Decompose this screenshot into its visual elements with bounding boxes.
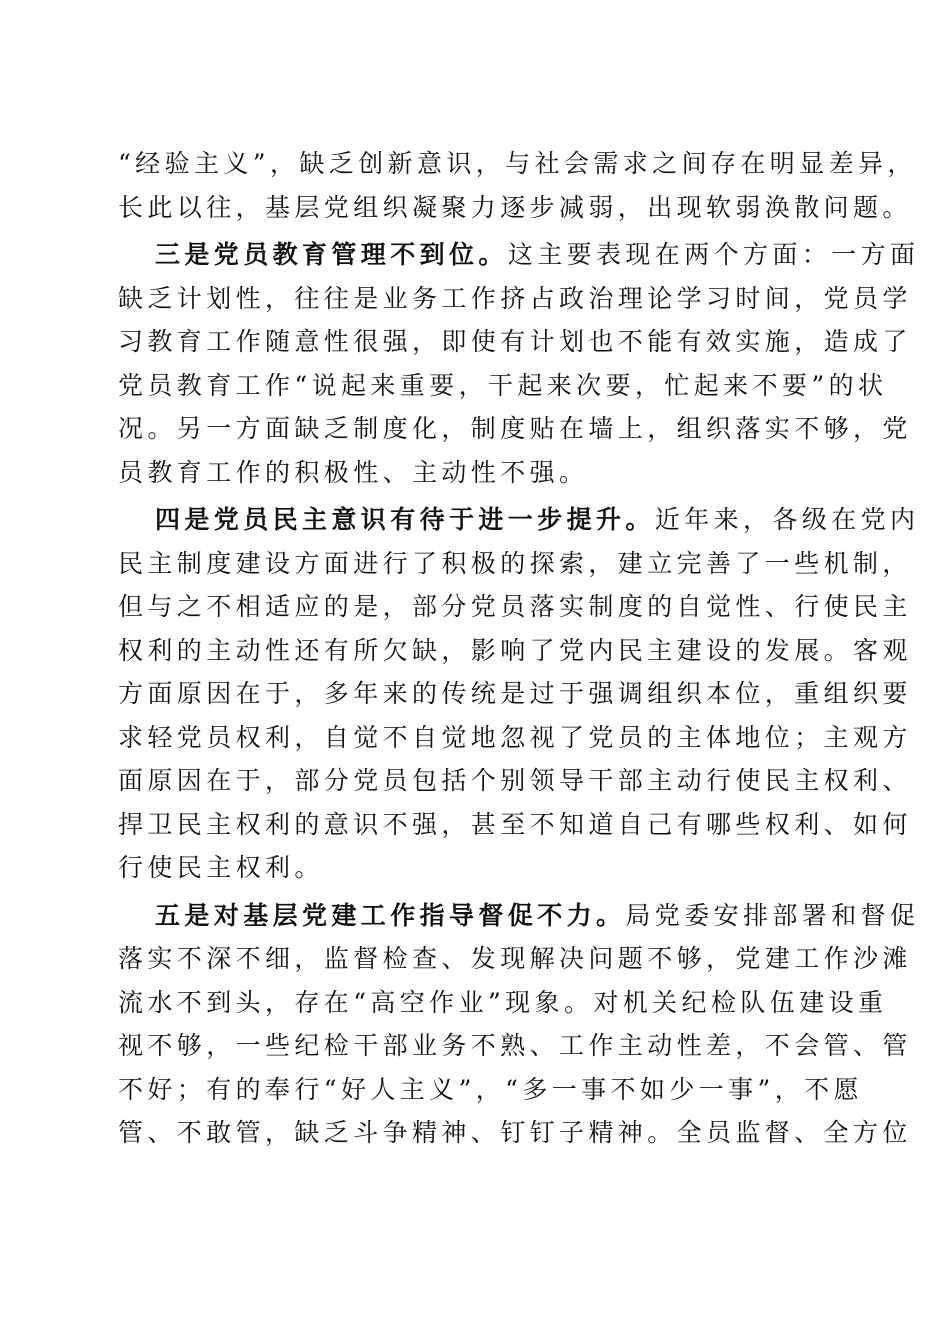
document-page: [118, 142, 920, 1159]
text-line: 流水不到头，存在“高空作业”现象。对机关纪检队伍建设重: [118, 987, 888, 1017]
text-line: 习教育工作随意性很强，即使有计划也不能有效实施，造成了: [118, 327, 912, 356]
text-line: 方面原因在于，多年来的传统是过于强调组织本位，重组织要: [118, 679, 912, 708]
text-line-first: [118, 894, 920, 938]
text-line: 况。另一方面缺乏制度化，制度贴在墙上，组织落实不够，党: [118, 414, 912, 443]
text-line: 民主制度建设方面进行了积极的探索，建立完善了一些机制，: [118, 548, 912, 578]
text-run: 局党委安排部署和督促: [625, 900, 920, 930]
text-run: 这主要表现在两个方面：一方面: [507, 240, 920, 269]
text-line: 长此以往，基层党组织凝聚力逐步减弱，出现软弱涣散问题。: [118, 192, 912, 222]
text-line-first: [118, 233, 920, 277]
text-line: 员教育工作的积极性、主动性不强。: [118, 457, 589, 487]
text-line: 缺乏计划性，往往是业务工作挤占政治理论学习时间，党员学: [118, 283, 912, 313]
text-line: 不好；有的奉行“好人主义”，“多一事不如少一事”，不愿: [118, 1074, 863, 1104]
paragraph-heading: 三是党员教育管理不到位。: [155, 240, 508, 269]
paragraph-point-five: [118, 894, 920, 1155]
text-line: 落实不深不细，监督检查、发现解决问题不够，党建工作沙滩: [118, 944, 912, 973]
text-line-first: [118, 498, 920, 542]
text-line: 视不够，一些纪检干部业务不熟、工作主动性差，不会管、管: [118, 1031, 912, 1060]
text-line: 行使民主权利。: [118, 853, 324, 882]
paragraph-heading: 五是对基层党建工作指导督促不力。: [155, 900, 626, 930]
text-run: 近年来，各级在党内: [654, 505, 920, 534]
text-line: 管、不敢管，缺乏斗争精神、钉钉子精神。全员监督、全方位: [118, 1118, 912, 1147]
text-line: “经验主义”，缺乏创新意识，与社会需求之间存在明显差异，: [118, 149, 917, 178]
text-line: 权利的主动性还有所欠缺，影响了党内民主建设的发展。客观: [118, 635, 912, 665]
paragraph-continuation: [118, 142, 917, 229]
text-line: 面原因在于，部分党员包括个别领导干部主动行使民主权利、: [118, 766, 912, 795]
text-line: 党员教育工作“说起来重要，干起来次要，忙起来不要”的状: [118, 370, 888, 400]
paragraph-point-three: [118, 233, 920, 494]
paragraph-heading: 四是党员民主意识有待于进一步提升。: [155, 505, 655, 534]
text-line: 捍卫民主权利的意识不强，甚至不知道自己有哪些权利、如何: [118, 809, 912, 839]
text-line: 但与之不相适应的是，部分党员落实制度的自觉性、行使民主: [118, 592, 912, 621]
paragraph-point-four: [118, 498, 920, 890]
text-line: 求轻党员权利，自觉不自觉地忽视了党员的主体地位；主观方: [118, 722, 912, 752]
